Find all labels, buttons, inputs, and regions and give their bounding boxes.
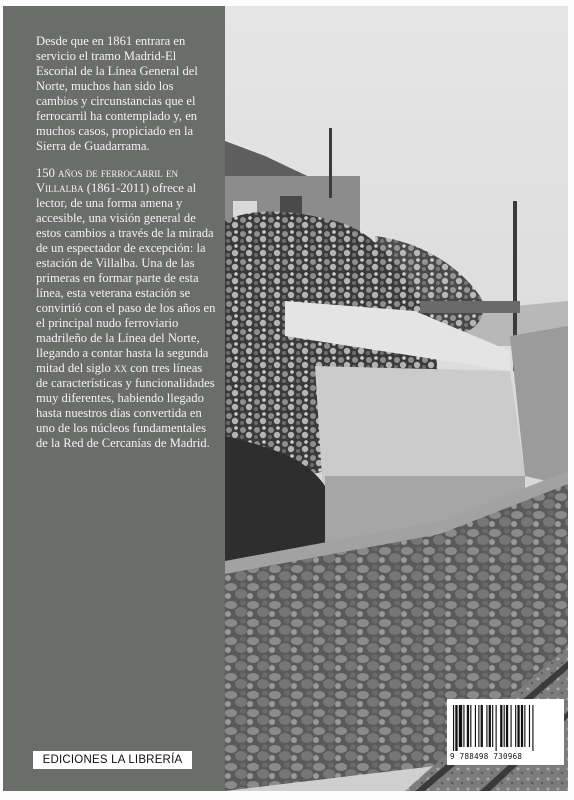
blurb-paragraph-2-end: con tres líneas de características y funcionalidades muy diferentes, habiendo llegado hasta nuestros días convertida en uno de los núcleos fundamentales de la Red de Cercanías de Madrid. xyxy=(36,361,215,450)
book-title: 150 años de ferrocarril en Villalba xyxy=(36,166,178,195)
blurb-paragraph-1 xyxy=(36,34,216,154)
barcode-bars xyxy=(453,705,558,751)
isbn-number: 9 788498 730968 xyxy=(450,752,523,761)
blurb-paragraph-1-text: Desde que en 1861 entrara en servicio el tramo Madrid-El Escorial de la Línea General del Norte, muchos han sido los cambios y circunstancias que el ferrocarril ha contemplado y, en muchos casos, propiciado en la Sierra de Guadarrama. xyxy=(36,34,198,153)
back-cover-blurb xyxy=(36,34,216,463)
publisher-label: EDICIONES LA LIBRERÍA xyxy=(33,751,192,769)
blurb-paragraph-2 xyxy=(36,166,216,451)
station-photo-illustration xyxy=(225,6,568,791)
station-photo xyxy=(225,6,568,791)
century-numeral: xx xyxy=(114,361,128,375)
title-years: (1861-2011) xyxy=(86,181,150,195)
barcode xyxy=(447,699,564,765)
blurb-paragraph-2-text: ofrece al lector, de una forma amena y accesible, una visión general de estos cambios a través de la mirada de un espectador de excepción: la estación de Villalba. Una de las primeras en formar parte de esta línea, esta veterana estación se convirtió con el paso de los años en el principal nudo ferroviario madrileño de la Línea del Norte, llegando a contar hasta la segunda mitad del siglo xyxy=(36,181,216,375)
